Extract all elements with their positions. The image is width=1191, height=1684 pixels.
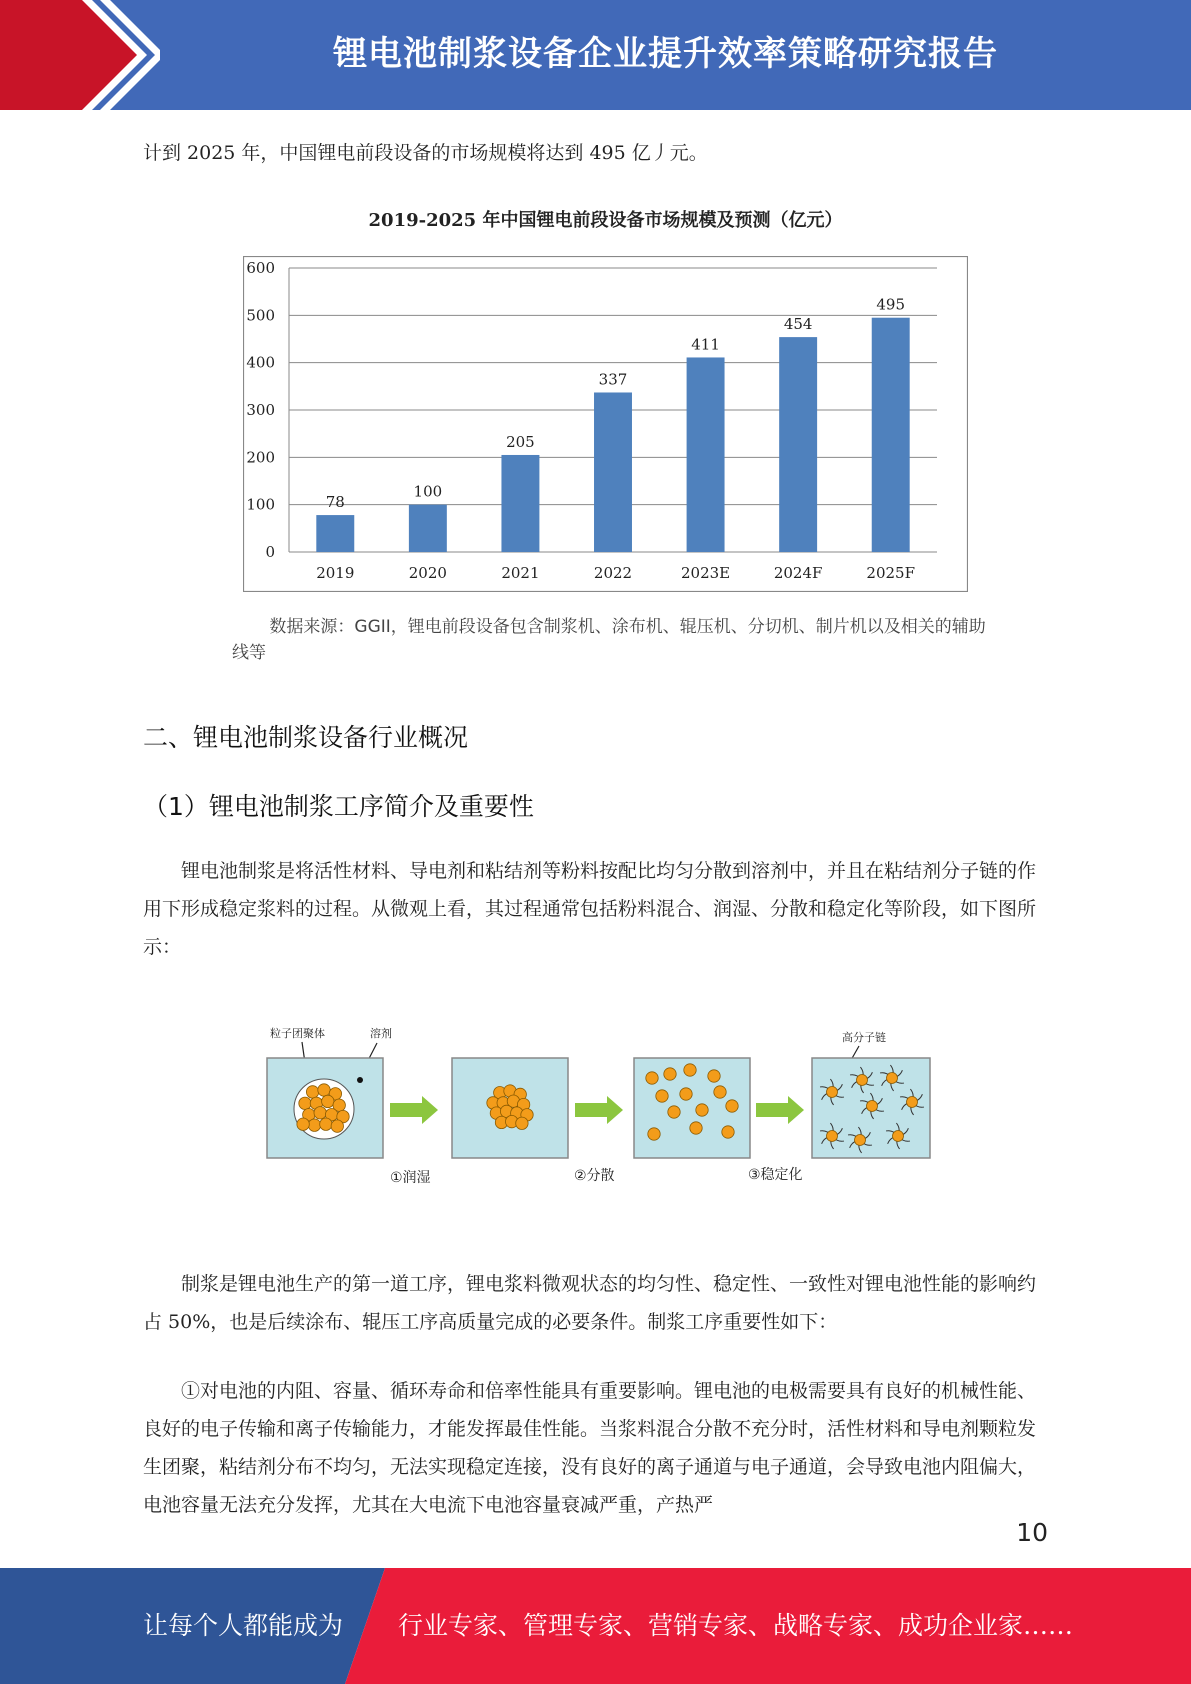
y-tick-label: 100 [246,495,275,514]
chart-title: 2019-2025 年中国锂电前段设备市场规模及预测（亿元） [368,210,843,231]
chart-source-note: 数据来源：GGII，锂电前段设备包含制浆机、涂布机、辊压机、分切机、制片机以及相关的辅助线等 [232,617,986,663]
paragraph-point-1: ①对电池的内阻、容量、循环寿命和倍率性能具有重要影响。锂电池的电极需要具有良好的机械性能、良好的电子传输和离子传输能力，才能发挥最佳性能。当浆料混合分散不充分时，活性材料和导电剂颗粒发生团聚，粘结剂分布不均匀，无法实现稳定连接，没有良好的离子通道与电子通道，会导致电池内阻偏大，电池容量无法充分发挥，尤其在大电流下电池容量衰减严重，产热严 [143,1380,1037,1516]
particle [684,1064,696,1076]
footer-slogan-left: 让每个人都能成为 [143,1611,344,1640]
label-solvent: 溶剂 [370,1027,392,1040]
label-agglomerate: 粒子团聚体 [270,1027,325,1040]
data-label: 205 [506,432,535,451]
step-label-stabilizing: ③稳定化 [748,1167,803,1183]
particle [714,1086,726,1098]
particle [867,1101,878,1112]
paragraph-slurry-importance: 制浆是锂电池生产的第一道工序，锂电浆料微观状态的均匀性、稳定性、一致性对锂电池性能的影响约占 50%，也是后续涂布、辊压工序高质量完成的必要条件。制浆工序重要性如下： [143,1273,1037,1333]
particle [648,1128,660,1140]
particle [708,1070,720,1082]
bar [316,515,354,552]
arrow-right-icon [390,1096,438,1124]
data-label: 78 [325,493,345,512]
bar [687,357,725,552]
particle [314,1107,326,1119]
bar [501,455,539,552]
y-tick-label: 500 [246,306,275,325]
data-label: 411 [691,335,720,354]
market-size-bar-chart [243,256,968,592]
y-tick-label: 200 [246,448,275,467]
header-chevron-decoration [0,0,160,110]
particle [726,1100,738,1112]
particle [857,1075,868,1086]
report-title: 锂电池制浆设备企业提升效率策略研究报告 [333,34,998,74]
particle [690,1122,702,1134]
particle [306,1086,318,1098]
particle [696,1104,708,1116]
bar [872,318,910,552]
data-label: 100 [413,482,443,501]
y-tick-label: 600 [246,259,275,277]
particle [297,1118,309,1130]
intro-line: 计到 2025 年，中国锂电前段设备的市场规模将达到 495 亿丿元。 [143,142,708,164]
bar [594,392,632,552]
y-tick-label: 300 [246,401,275,419]
particle [322,1095,334,1107]
x-tick-label: 2022 [593,564,633,582]
particle [320,1118,332,1130]
particle [855,1135,866,1146]
particle [668,1106,680,1118]
x-tick-label: 2025F [866,564,916,582]
data-label: 495 [876,295,906,314]
x-tick-label: 2020 [408,564,447,582]
particle [680,1088,692,1100]
particle [664,1068,676,1080]
footer-slogan-right: 行业专家、管理专家、营销专家、战略专家、成功企业家…… [398,1611,1074,1640]
particle [722,1126,734,1138]
x-tick-label: 2024F [773,564,823,582]
slurry-process-diagram [262,1020,942,1195]
particle [656,1090,668,1102]
step-label-wetting: ①润湿 [390,1170,431,1186]
particle [331,1120,343,1132]
data-label: 454 [783,315,813,334]
y-tick-label: 0 [265,543,275,561]
data-label: 337 [598,370,628,389]
particle [827,1087,838,1098]
particle [516,1117,528,1129]
particle [299,1097,311,1109]
bar [779,337,817,552]
x-tick-label: 2019 [316,564,355,582]
section-heading: 二、锂电池制浆设备行业概况 [143,723,469,752]
x-tick-label: 2023E [681,564,731,582]
arrow-right-icon [575,1096,623,1124]
particle [887,1073,898,1084]
x-tick-label: 2021 [501,564,540,582]
step-label-dispersing: ②分散 [574,1168,615,1184]
y-tick-label: 400 [246,353,275,372]
particle [893,1131,904,1142]
page-number: 10 [1016,1518,1048,1547]
particle [318,1084,330,1096]
label-polymer-chain: 高分子链 [842,1031,886,1044]
page-header [0,0,1191,110]
particle [827,1131,838,1142]
particle [907,1097,918,1108]
arrow-right-icon [756,1096,804,1124]
particle [646,1072,658,1084]
paragraph-slurry-intro: 锂电池制浆是将活性材料、导电剂和粘结剂等粉料按配比均匀分散到溶剂中，并且在粘结剂分子链的作用下形成稳定浆料的过程。从微观上看，其过程通常包括粉料混合、润湿、分散和稳定化等阶段，如下图所示： [143,860,1037,958]
subsection-heading: （1）锂电池制浆工序简介及重要性 [143,792,534,821]
bar [409,505,447,552]
page-footer [0,1568,1191,1684]
particle [308,1119,320,1131]
